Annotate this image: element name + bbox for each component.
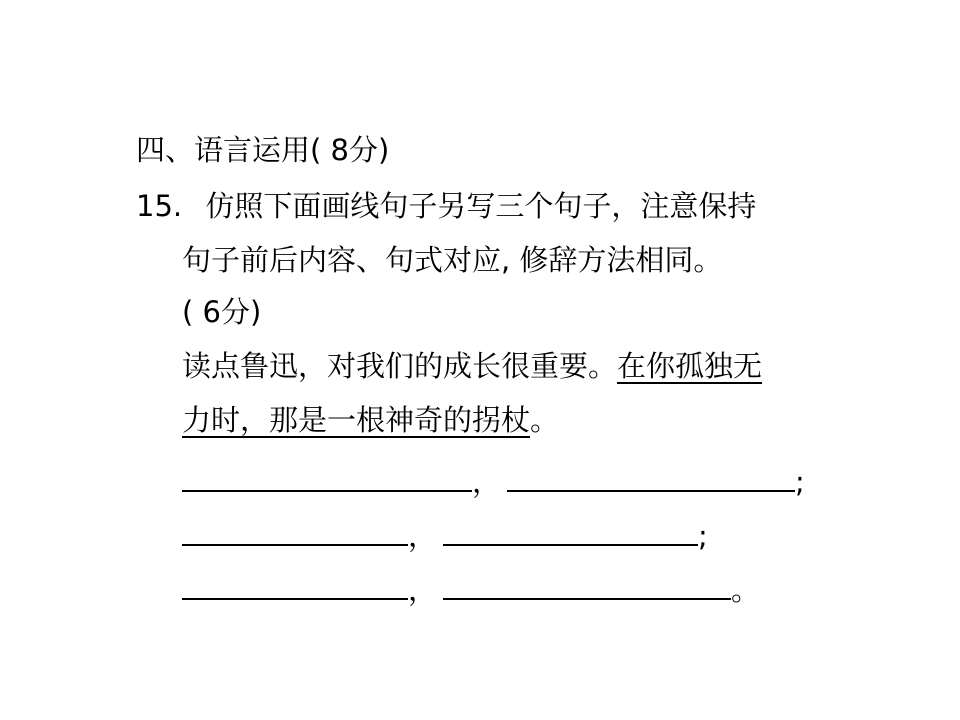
example-end-punct: 。 bbox=[530, 403, 560, 437]
example-underlined-text-1: 在你孤独无 bbox=[617, 349, 763, 383]
example-underlined-text-2: 力时，那是一根神奇的拐杖 bbox=[182, 403, 531, 437]
answer-line-1 bbox=[182, 462, 805, 502]
question-number: 15. bbox=[136, 189, 183, 223]
section-heading: 四、语言运用( 8分) bbox=[136, 133, 390, 167]
answer-end: ; bbox=[698, 519, 708, 553]
answer-blank-1b[interactable] bbox=[507, 464, 795, 492]
answer-line-3 bbox=[182, 570, 760, 610]
question-prompt-line1: 仿照下面画线句子另写三个句子，注意保持 bbox=[205, 189, 757, 223]
answer-end: ; bbox=[795, 465, 805, 499]
answer-blank-1a[interactable] bbox=[182, 464, 472, 492]
example-line2 bbox=[182, 400, 559, 440]
example-line1 bbox=[182, 346, 762, 386]
question-first-line bbox=[136, 186, 756, 226]
answer-end: 。 bbox=[731, 573, 761, 607]
question-points: ( 6分) bbox=[182, 295, 262, 329]
answer-blank-2b[interactable] bbox=[443, 518, 698, 546]
answer-line-2 bbox=[182, 516, 708, 556]
answer-sep: ， bbox=[472, 465, 502, 499]
example-plain-text: 读点鲁迅，对我们的成长很重要。 bbox=[182, 349, 618, 383]
answer-blank-2a[interactable] bbox=[182, 518, 408, 546]
answer-sep: ， bbox=[408, 573, 438, 607]
question-prompt-line2: 句子前后内容、句式对应, 修辞方法相同。 bbox=[182, 243, 723, 277]
answer-blank-3a[interactable] bbox=[182, 572, 408, 600]
answer-blank-3b[interactable] bbox=[443, 572, 731, 600]
answer-sep: ， bbox=[408, 519, 438, 553]
